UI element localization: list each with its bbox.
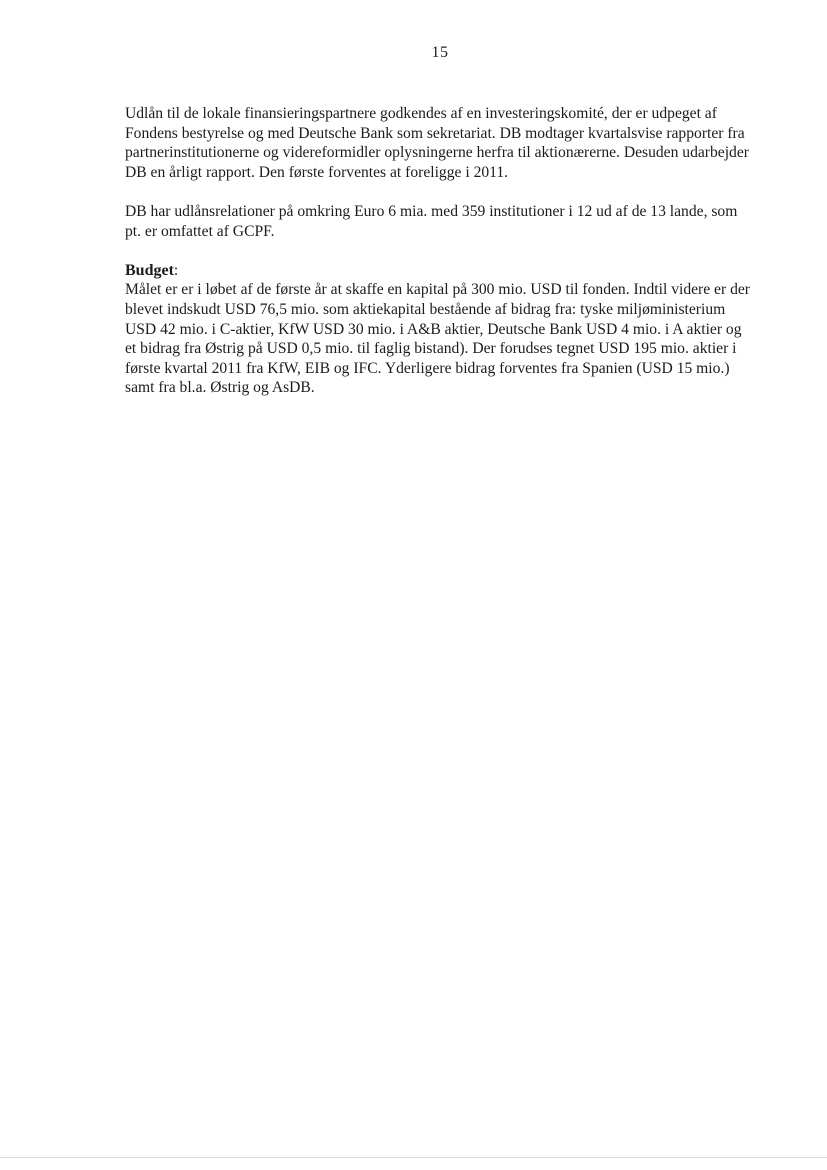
paragraph-loan-approval: Udlån til de lokale finansieringspartnere godkendes af en investeringskomité, der er udpeget af Fondens bestyrelse og med Deutsche Bank som sekretariat. DB modtager kvartalsvise rapporter fra partnerinstitutionerne og videreformidler oplysningerne herfra til aktionærerne. Desuden udarbejder DB en årligt rapport. Den første forventes at foreligge i 2011. [125,105,749,181]
budget-heading: Budget [125,261,174,279]
paragraph-lending-relations: DB har udlånsrelationer på omkring Euro 6 mia. med 359 institutioner i 12 ud af de 13 lande, som pt. er omfattet af GCPF. [125,202,738,240]
budget-heading-colon: : [173,261,179,279]
paragraph-budget: Målet er er i løbet af de første år at skaffe en kapital på 300 mio. USD til fonden. Indtil videre er der blevet indskudt USD 76,5 mio. som aktiekapital bestående af bidrag fra: tyske miljøministerium USD 42 mio. i C-aktier, KfW USD 30 mio. i A&B aktier, Deutsche Bank USD 4 mio. i A aktier og et bidrag fra Østrig på USD 0,5 mio. til faglig bistand). Der forudses tegnet USD 195 mio. aktier i første kvartal 2011 fra KfW, EIB og IFC. Yderligere bidrag forventes fra Spanien (USD 15 mio.) samt fra bl.a. Østrig og AsDB. [125,281,750,397]
budget-heading-line [125,261,750,281]
page-number: 15 [431,44,449,61]
page-bottom-rule [0,1157,827,1158]
document-body [125,104,750,398]
